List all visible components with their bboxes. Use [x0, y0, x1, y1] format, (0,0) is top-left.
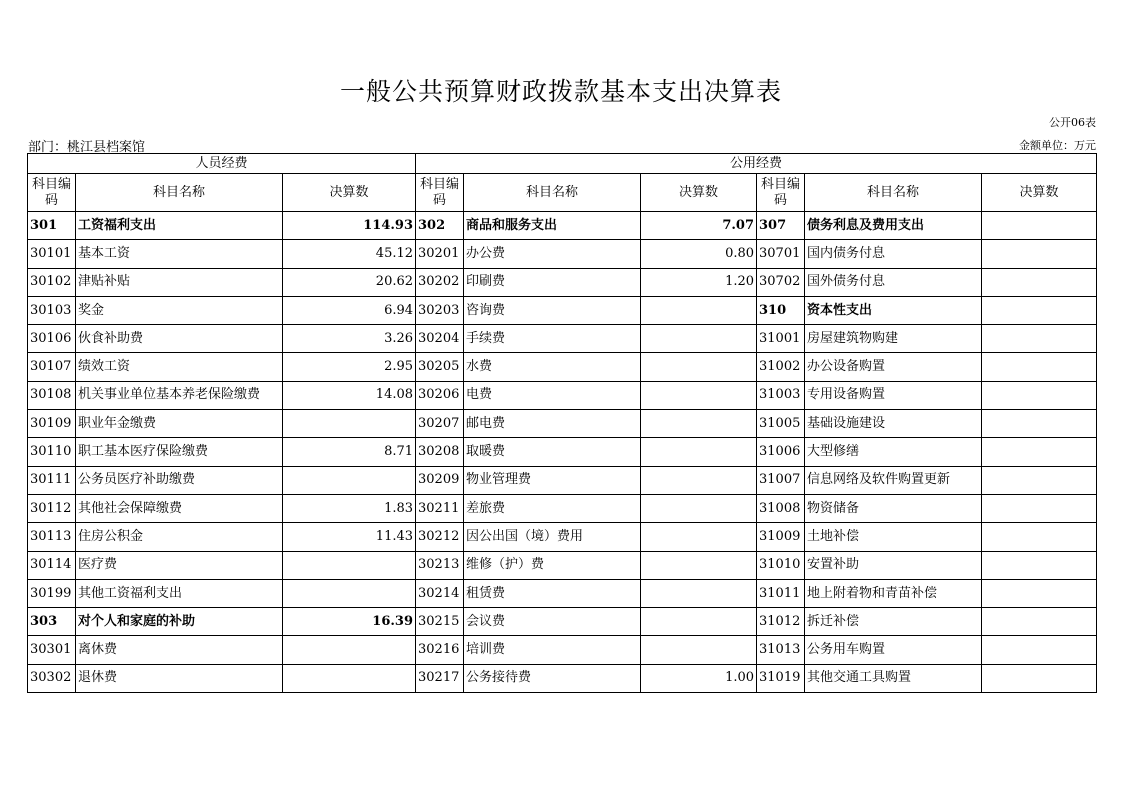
- cell-code: 30302: [28, 664, 76, 692]
- group-public: 公用经费: [416, 154, 1097, 174]
- budget-table: [27, 153, 1097, 693]
- cell-name: 土地补偿: [805, 523, 982, 551]
- cell-code: 30103: [28, 296, 76, 324]
- cell-amount: [641, 579, 757, 607]
- cell-code: 31005: [757, 410, 805, 438]
- cell-code: 31003: [757, 381, 805, 409]
- cell-name: 奖金: [76, 296, 283, 324]
- cell-code: 30106: [28, 325, 76, 353]
- cell-name: 租赁费: [464, 579, 641, 607]
- cell-amount: [283, 410, 416, 438]
- cell-name: 其他社会保障缴费: [76, 494, 283, 522]
- cell-amount: [283, 579, 416, 607]
- cell-name: 会议费: [464, 608, 641, 636]
- form-number: 公开06表: [1049, 116, 1096, 129]
- cell-code: 30701: [757, 240, 805, 268]
- cell-code: 31007: [757, 466, 805, 494]
- cell-code: 30102: [28, 268, 76, 296]
- cell-code: 31008: [757, 494, 805, 522]
- cell-code: 30702: [757, 268, 805, 296]
- cell-amount: [641, 410, 757, 438]
- cell-code: 307: [757, 212, 805, 240]
- cell-code: 31010: [757, 551, 805, 579]
- cell-amount: [982, 438, 1097, 466]
- cell-amount: [641, 636, 757, 664]
- cell-amount: [982, 240, 1097, 268]
- cell-code: 30109: [28, 410, 76, 438]
- cell-name: 公务员医疗补助缴费: [76, 466, 283, 494]
- cell-code: 30214: [416, 579, 464, 607]
- table-row: [28, 353, 1097, 381]
- cell-amount: [982, 608, 1097, 636]
- cell-name: 伙食补助费: [76, 325, 283, 353]
- header-amount: 决算数: [982, 174, 1097, 212]
- cell-name: 电费: [464, 381, 641, 409]
- cell-code: 30202: [416, 268, 464, 296]
- cell-code: 30216: [416, 636, 464, 664]
- cell-name: 手续费: [464, 325, 641, 353]
- header-code: 科目编码: [28, 174, 76, 212]
- cell-name: 国内债务付息: [805, 240, 982, 268]
- cell-amount: [641, 296, 757, 324]
- cell-amount: 20.62: [283, 268, 416, 296]
- table-row: [28, 296, 1097, 324]
- cell-name: 职业年金缴费: [76, 410, 283, 438]
- cell-amount: [982, 410, 1097, 438]
- cell-amount: [982, 325, 1097, 353]
- cell-amount: 14.08: [283, 381, 416, 409]
- cell-code: 30111: [28, 466, 76, 494]
- cell-code: 30204: [416, 325, 464, 353]
- cell-name: 因公出国（境）费用: [464, 523, 641, 551]
- cell-amount: 11.43: [283, 523, 416, 551]
- cell-name: 邮电费: [464, 410, 641, 438]
- cell-name: 专用设备购置: [805, 381, 982, 409]
- cell-code: 30203: [416, 296, 464, 324]
- cell-name: 拆迁补偿: [805, 608, 982, 636]
- column-header-row: [28, 174, 1097, 212]
- header-name: 科目名称: [805, 174, 982, 212]
- header-name: 科目名称: [464, 174, 641, 212]
- cell-code: 30112: [28, 494, 76, 522]
- table-row: [28, 664, 1097, 692]
- cell-amount: [982, 551, 1097, 579]
- cell-amount: 6.94: [283, 296, 416, 324]
- cell-code: 31013: [757, 636, 805, 664]
- cell-amount: [641, 494, 757, 522]
- cell-code: 30212: [416, 523, 464, 551]
- cell-name: 离休费: [76, 636, 283, 664]
- table-row: [28, 325, 1097, 353]
- cell-name: 绩效工资: [76, 353, 283, 381]
- cell-code: 30206: [416, 381, 464, 409]
- table-row: [28, 551, 1097, 579]
- cell-code: 30107: [28, 353, 76, 381]
- cell-amount: [982, 579, 1097, 607]
- table-row: [28, 268, 1097, 296]
- cell-code: 30113: [28, 523, 76, 551]
- cell-name: 其他工资福利支出: [76, 579, 283, 607]
- cell-name: 公务用车购置: [805, 636, 982, 664]
- cell-code: 30205: [416, 353, 464, 381]
- cell-code: 30301: [28, 636, 76, 664]
- cell-amount: [641, 438, 757, 466]
- cell-amount: 3.26: [283, 325, 416, 353]
- cell-name: 公务接待费: [464, 664, 641, 692]
- table-row: [28, 523, 1097, 551]
- cell-name: 津贴补贴: [76, 268, 283, 296]
- cell-code: 30201: [416, 240, 464, 268]
- table-row: [28, 636, 1097, 664]
- cell-amount: [641, 523, 757, 551]
- cell-amount: [982, 466, 1097, 494]
- cell-amount: [982, 494, 1097, 522]
- cell-name: 房屋建筑物购建: [805, 325, 982, 353]
- cell-amount: 7.07: [641, 212, 757, 240]
- cell-amount: 1.00: [641, 664, 757, 692]
- cell-name: 培训费: [464, 636, 641, 664]
- cell-code: 30215: [416, 608, 464, 636]
- table-row: [28, 410, 1097, 438]
- cell-amount: [641, 551, 757, 579]
- cell-amount: 45.12: [283, 240, 416, 268]
- cell-name: 国外债务付息: [805, 268, 982, 296]
- cell-code: 30207: [416, 410, 464, 438]
- cell-amount: [283, 664, 416, 692]
- cell-amount: [982, 636, 1097, 664]
- table-row: [28, 212, 1097, 240]
- table-row: [28, 438, 1097, 466]
- department-label: 部门：桃江县档案馆: [28, 140, 146, 155]
- table-row: [28, 240, 1097, 268]
- cell-name: 维修（护）费: [464, 551, 641, 579]
- cell-name: 商品和服务支出: [464, 212, 641, 240]
- header-amount: 决算数: [641, 174, 757, 212]
- cell-amount: [283, 636, 416, 664]
- cell-code: 30211: [416, 494, 464, 522]
- cell-code: 31006: [757, 438, 805, 466]
- cell-code: 31002: [757, 353, 805, 381]
- cell-amount: [641, 381, 757, 409]
- header-amount: 决算数: [283, 174, 416, 212]
- cell-amount: [283, 551, 416, 579]
- cell-code: 30114: [28, 551, 76, 579]
- cell-amount: 2.95: [283, 353, 416, 381]
- cell-amount: [641, 325, 757, 353]
- cell-name: 地上附着物和青苗补偿: [805, 579, 982, 607]
- cell-name: 办公费: [464, 240, 641, 268]
- cell-name: 水费: [464, 353, 641, 381]
- cell-code: 302: [416, 212, 464, 240]
- cell-amount: 16.39: [283, 608, 416, 636]
- cell-code: 31009: [757, 523, 805, 551]
- cell-code: 30209: [416, 466, 464, 494]
- group-header-row: [28, 154, 1097, 174]
- cell-code: 30199: [28, 579, 76, 607]
- cell-name: 大型修缮: [805, 438, 982, 466]
- table-row: [28, 494, 1097, 522]
- cell-name: 基础设施建设: [805, 410, 982, 438]
- cell-code: 31019: [757, 664, 805, 692]
- cell-name: 物业管理费: [464, 466, 641, 494]
- cell-code: 310: [757, 296, 805, 324]
- cell-amount: [982, 268, 1097, 296]
- cell-name: 资本性支出: [805, 296, 982, 324]
- cell-amount: 8.71: [283, 438, 416, 466]
- table-row: [28, 608, 1097, 636]
- header-code: 科目编码: [757, 174, 805, 212]
- cell-name: 其他交通工具购置: [805, 664, 982, 692]
- cell-code: 31012: [757, 608, 805, 636]
- cell-name: 取暖费: [464, 438, 641, 466]
- unit-label: 金额单位：万元: [1019, 139, 1096, 152]
- cell-amount: [641, 608, 757, 636]
- cell-code: 30110: [28, 438, 76, 466]
- cell-code: 30217: [416, 664, 464, 692]
- cell-name: 印刷费: [464, 268, 641, 296]
- cell-amount: [283, 466, 416, 494]
- cell-amount: 1.83: [283, 494, 416, 522]
- cell-amount: [982, 353, 1097, 381]
- cell-amount: [982, 212, 1097, 240]
- cell-name: 职工基本医疗保险缴费: [76, 438, 283, 466]
- cell-name: 对个人和家庭的补助: [76, 608, 283, 636]
- cell-name: 物资储备: [805, 494, 982, 522]
- cell-name: 办公设备购置: [805, 353, 982, 381]
- cell-code: 30213: [416, 551, 464, 579]
- cell-code: 30101: [28, 240, 76, 268]
- cell-code: 301: [28, 212, 76, 240]
- header-code: 科目编码: [416, 174, 464, 212]
- cell-name: 咨询费: [464, 296, 641, 324]
- cell-amount: 114.93: [283, 212, 416, 240]
- table-row: [28, 579, 1097, 607]
- cell-code: 31011: [757, 579, 805, 607]
- cell-name: 工资福利支出: [76, 212, 283, 240]
- table-row: [28, 381, 1097, 409]
- cell-amount: [641, 466, 757, 494]
- cell-name: 差旅费: [464, 494, 641, 522]
- cell-amount: [982, 381, 1097, 409]
- table-row: [28, 466, 1097, 494]
- cell-name: 退休费: [76, 664, 283, 692]
- cell-name: 债务利息及费用支出: [805, 212, 982, 240]
- cell-name: 信息网络及软件购置更新: [805, 466, 982, 494]
- cell-code: 31001: [757, 325, 805, 353]
- cell-name: 基本工资: [76, 240, 283, 268]
- cell-code: 30108: [28, 381, 76, 409]
- cell-name: 医疗费: [76, 551, 283, 579]
- cell-amount: 1.20: [641, 268, 757, 296]
- cell-name: 住房公积金: [76, 523, 283, 551]
- cell-amount: 0.80: [641, 240, 757, 268]
- page-title: 一般公共预算财政拨款基本支出决算表: [339, 77, 782, 106]
- group-personnel: 人员经费: [28, 154, 416, 174]
- cell-amount: [982, 296, 1097, 324]
- cell-name: 安置补助: [805, 551, 982, 579]
- cell-amount: [982, 664, 1097, 692]
- cell-code: 303: [28, 608, 76, 636]
- cell-amount: [641, 353, 757, 381]
- header-name: 科目名称: [76, 174, 283, 212]
- cell-name: 机关事业单位基本养老保险缴费: [76, 381, 283, 409]
- cell-code: 30208: [416, 438, 464, 466]
- cell-amount: [982, 523, 1097, 551]
